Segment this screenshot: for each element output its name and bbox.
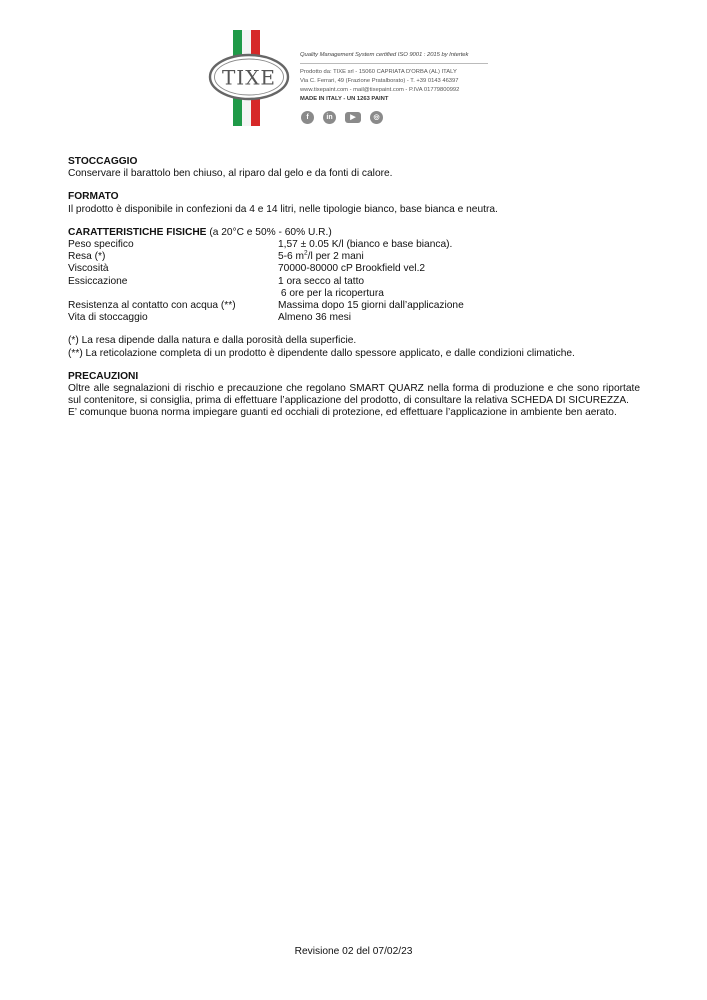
property-label: Resistenza al contatto con acqua (**) — [68, 300, 236, 312]
section-subtitle: (a 20°C e 50% - 60% U.R.) — [206, 226, 332, 238]
company-web-line: www.tixepaint.com - mail@tixepaint.com - P.IVA 01779800992 — [300, 87, 460, 93]
value-superscript: 2 — [304, 249, 308, 257]
section-stoccaggio — [68, 156, 640, 180]
certification-text: Quality Management System certified ISO 9001 : 2015 by Intertek — [300, 52, 469, 58]
property-label: Essiccazione — [68, 275, 128, 287]
revision-footer: Revisione 02 del 07/02/23 — [294, 946, 413, 957]
property-label: Viscosità — [68, 263, 109, 275]
value-unit: /l per 2 mani — [307, 251, 364, 263]
property-value: 70000-80000 cP Brookfield vel.2 — [278, 263, 426, 275]
property-label — [68, 288, 278, 300]
section-paragraph: E’ comunque buona norma impiegare guanti ed occhiali di protezione, ed effettuare l’applicazione in ambiente ben aerato. — [68, 407, 617, 419]
document-body — [68, 156, 640, 431]
property-row — [68, 312, 640, 324]
section-caratteristiche — [68, 227, 640, 325]
section-formato — [68, 191, 640, 215]
property-value — [278, 251, 640, 263]
property-value: Massima dopo 15 giorni dall’applicazione — [278, 300, 464, 312]
value-number: 5-6 m — [278, 251, 305, 263]
page-header — [208, 30, 508, 130]
social-icons — [301, 111, 392, 124]
note-line: (*) La resa dipende dalla natura e dalla porosità della superficie. — [68, 335, 357, 347]
section-title-line — [68, 227, 640, 239]
section-precauzioni — [68, 371, 640, 420]
property-value: 1 ora secco al tatto — [278, 275, 365, 287]
property-row — [68, 288, 640, 300]
property-row — [68, 300, 640, 312]
property-row — [68, 263, 640, 275]
youtube-icon[interactable]: ▶ — [345, 112, 361, 123]
section-title: FORMATO — [68, 191, 119, 203]
header-divider — [300, 63, 488, 64]
section-text: Il prodotto è disponibile in confezioni da 4 e 14 litri, nelle tipologie bianco, base bianca e neutra. — [68, 203, 498, 215]
property-row — [68, 276, 640, 288]
logo-text: TIXE — [221, 65, 277, 90]
property-value: 1,57 ± 0.05 K/l (bianco e base bianca). — [278, 239, 453, 251]
logo-oval — [208, 53, 290, 101]
made-in-italy-line: MADE IN ITALY - UN 1263 PAINT — [300, 96, 389, 102]
section-title: STOCCAGGIO — [68, 156, 138, 167]
section-paragraph: Oltre alle segnalazioni di rischio e precauzione che regolano SMART QUARZ nella forma di produzione e che sono riportate sul contenitore, si consiglia, prima di effettuare l’applicazione del prodotto, di consultare la relativa SCHEDA DI SICUREZZA. — [68, 383, 640, 407]
company-info — [300, 52, 500, 104]
property-label: Peso specifico — [68, 239, 134, 251]
linkedin-icon[interactable]: in — [323, 111, 336, 124]
property-row — [68, 251, 640, 263]
note-line: (**) La reticolazione completa di un prodotto è dipendente dallo spessore applicato, e dalle condizioni climatiche. — [68, 347, 575, 359]
property-row — [68, 239, 640, 251]
section-text: Conservare il barattolo ben chiuso, al riparo dal gelo e da fonti di calore. — [68, 168, 393, 180]
company-address-line: Prodotto da: TIXE srl - 15060 CAPRIATA D'ORBA (AL) ITALY — [300, 69, 457, 75]
section-notes — [68, 335, 640, 359]
instagram-icon[interactable]: ◎ — [370, 111, 383, 124]
facebook-icon[interactable]: f — [301, 111, 314, 124]
tixe-logo — [208, 30, 290, 126]
property-label: Vita di stoccaggio — [68, 312, 148, 324]
property-value: 6 ore per la ricopertura — [278, 287, 384, 299]
property-value: Almeno 36 mesi — [278, 312, 352, 324]
section-title: CARATTERISTICHE FISICHE — [68, 226, 207, 238]
company-street-line: Via C. Ferrari, 49 (Frazione Pratalborato) - T. +39 0143 46397 — [300, 78, 459, 84]
section-title: PRECAUZIONI — [68, 370, 139, 382]
property-label: Resa (*) — [68, 251, 106, 263]
